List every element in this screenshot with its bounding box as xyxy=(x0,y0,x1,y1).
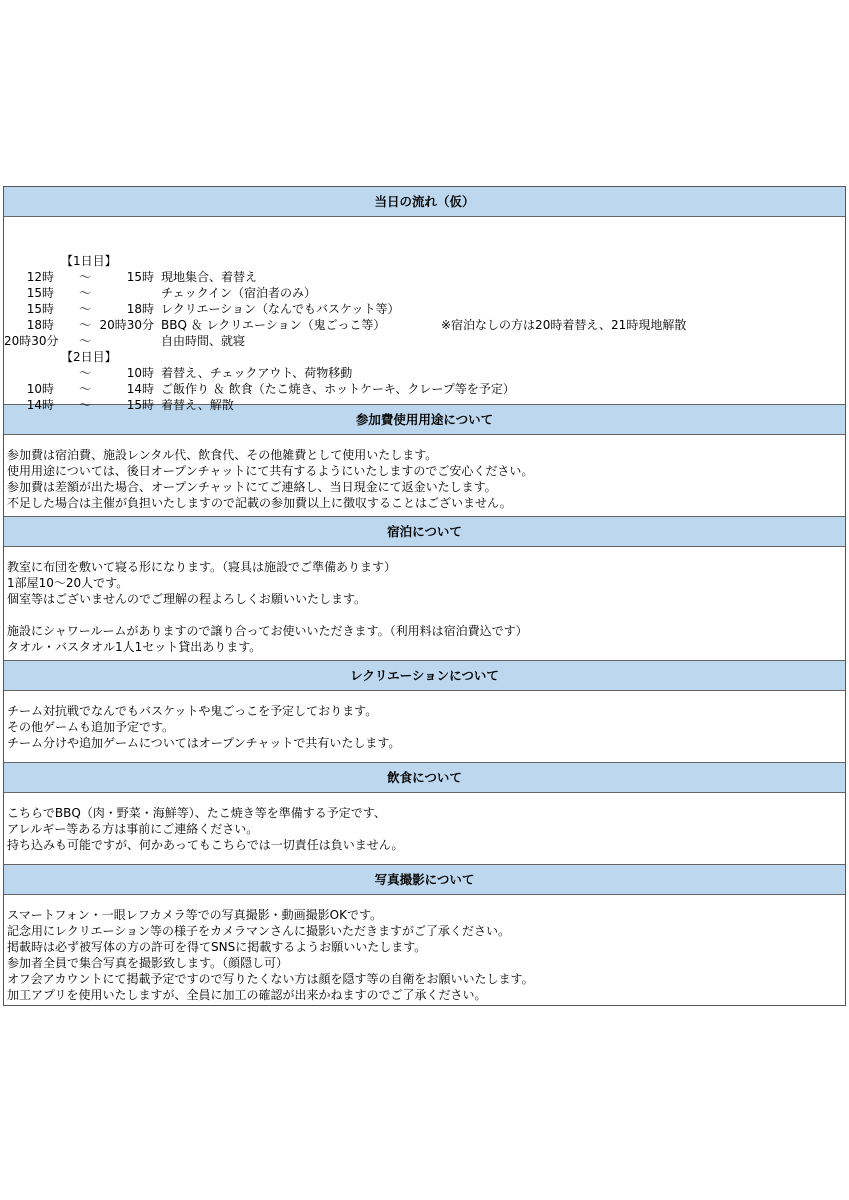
food-line: 持ち込みも可能ですが、何かあってもこちらでは一切責任は負いません。 xyxy=(7,838,404,852)
lodging-line: 1部屋10～20人です。 xyxy=(7,576,129,590)
food-line: こちらでBBQ（肉・野菜・海鮮等）、たこ焼き等を準備する予定です、 xyxy=(7,806,386,820)
schedule-row xyxy=(4,317,845,333)
food-header: 飲食について xyxy=(4,763,845,793)
end-time: 15時 xyxy=(126,398,154,412)
range-separator: ～ xyxy=(79,382,92,396)
lodging-line: タオル・バスタオル1人1セット貸出あります。 xyxy=(7,640,262,654)
recreation-body xyxy=(4,691,845,763)
schedule-note: ※宿泊なしの方は20時着替え、21時現地解散 xyxy=(441,318,687,332)
day2-label-row xyxy=(4,349,845,365)
food-body xyxy=(4,793,845,865)
schedule-row xyxy=(4,397,845,413)
photo-line: 加工アプリを使用いたしますが、全員に加工の確認が出来かねますのでご了承ください。 xyxy=(7,988,487,1002)
schedule-row xyxy=(4,285,845,301)
photo-header: 写真撮影について xyxy=(4,865,845,895)
activity: 現地集合、着替え xyxy=(161,270,258,284)
activity: 着替え、解散 xyxy=(161,398,234,412)
activity: BBQ ＆ レクリエーション（鬼ごっこ等） xyxy=(161,318,386,332)
lodging-line: 教室に布団を敷いて寝る形になります。（寝具は施設でご準備あります） xyxy=(7,560,397,574)
recreation-line: その他ゲームも追加予定です。 xyxy=(7,720,175,734)
lodging-line: 個室等はございませんのでご理解の程よろしくお願いいたします。 xyxy=(7,592,367,606)
event-info-sheet xyxy=(3,186,846,1006)
activity: チェックイン（宿泊者のみ） xyxy=(161,286,317,300)
day1-label: 【1日目】 xyxy=(61,254,117,268)
start-time: 15時 xyxy=(26,302,54,316)
fee-line: 使用用途については、後日オープンチャットにて共有するようにいたしますのでご安心ください。 xyxy=(7,464,534,478)
lodging-header: 宿泊について xyxy=(4,517,845,547)
fee-line: 参加費は差額が出た場合、オープンチャットにてご連絡し、当日現金にて返金いたします。 xyxy=(7,480,497,494)
photo-line: スマートフォン・一眼レフカメラ等での写真撮影・動画撮影OKです。 xyxy=(7,908,383,922)
fee-header: 参加費使用用途について xyxy=(4,405,845,435)
start-time: 10時 xyxy=(26,382,54,396)
activity: ご飯作り ＆ 飲食（たこ焼き、ホットケーキ、クレープ等を予定） xyxy=(161,382,515,396)
range-separator: ～ xyxy=(79,366,92,380)
range-separator: ～ xyxy=(79,334,92,348)
start-time: 14時 xyxy=(26,398,54,412)
fee-body xyxy=(4,435,845,517)
recreation-line: チーム対抗戦でなんでもバスケットや鬼ごっこを予定しております。 xyxy=(7,704,378,718)
photo-line: オフ会アカウントにて掲載予定ですので写りたくない方は顔を隠す等の自衛をお願いいたします。 xyxy=(7,972,534,986)
range-separator: ～ xyxy=(79,270,92,284)
lodging-line xyxy=(4,607,845,623)
range-separator: ～ xyxy=(79,286,92,300)
photo-line: 掲載時は必ず被写体の方の許可を得てSNSに掲載するようお願いいたします。 xyxy=(7,940,427,954)
end-time: 15時 xyxy=(126,270,154,284)
lodging-line: 施設にシャワールームがありますので譲り合ってお使いいただきます。（利用料は宿泊費込です） xyxy=(7,624,528,638)
schedule-header: 当日の流れ（仮） xyxy=(4,187,845,217)
range-separator: ～ xyxy=(79,302,92,316)
start-time: 18時 xyxy=(26,318,54,332)
end-time: 14時 xyxy=(126,382,154,396)
start-time: 12時 xyxy=(26,270,54,284)
start-time: 15時 xyxy=(26,286,54,300)
lodging-body xyxy=(4,547,845,661)
schedule-row xyxy=(4,333,845,349)
end-time: 20時30分 xyxy=(99,318,154,332)
range-separator: ～ xyxy=(79,318,92,332)
fee-line: 参加費は宿泊費、施設レンタル代、飲食代、その他雑費として使用いたします。 xyxy=(7,448,438,462)
schedule-body xyxy=(4,217,845,412)
schedule-row xyxy=(4,381,845,397)
schedule-row xyxy=(4,269,845,285)
activity: レクリエーション（なんでもバスケット等） xyxy=(161,302,400,316)
end-time: 10時 xyxy=(126,366,154,380)
photo-line: 参加者全員で集合写真を撮影致します。（顔隠し可） xyxy=(7,956,289,970)
fee-line: 不足した場合は主催が負担いたしますので記載の参加費以上に徴収することはございません。 xyxy=(7,496,512,510)
activity: 着替え、チェックアウト、荷物移動 xyxy=(161,366,353,380)
start-time: 20時30分 xyxy=(4,334,59,348)
photo-line: 記念用にレクリエーション等の様子をカメラマンさんに撮影いただきますがご了承ください。 xyxy=(7,924,511,938)
photo-body xyxy=(4,895,845,1005)
schedule-row xyxy=(4,301,845,317)
recreation-line: チーム分けや追加ゲームについてはオープンチャットで共有いたします。 xyxy=(7,736,401,750)
recreation-header: レクリエーションについて xyxy=(4,661,845,691)
food-line: アレルギー等ある方は事前にご連絡ください。 xyxy=(7,822,259,836)
day1-label-row xyxy=(4,253,845,269)
day2-label: 【2日目】 xyxy=(61,350,117,364)
end-time: 18時 xyxy=(126,302,154,316)
range-separator: ～ xyxy=(79,398,92,412)
activity: 自由時間、就寝 xyxy=(161,334,246,348)
schedule-row xyxy=(4,365,845,381)
